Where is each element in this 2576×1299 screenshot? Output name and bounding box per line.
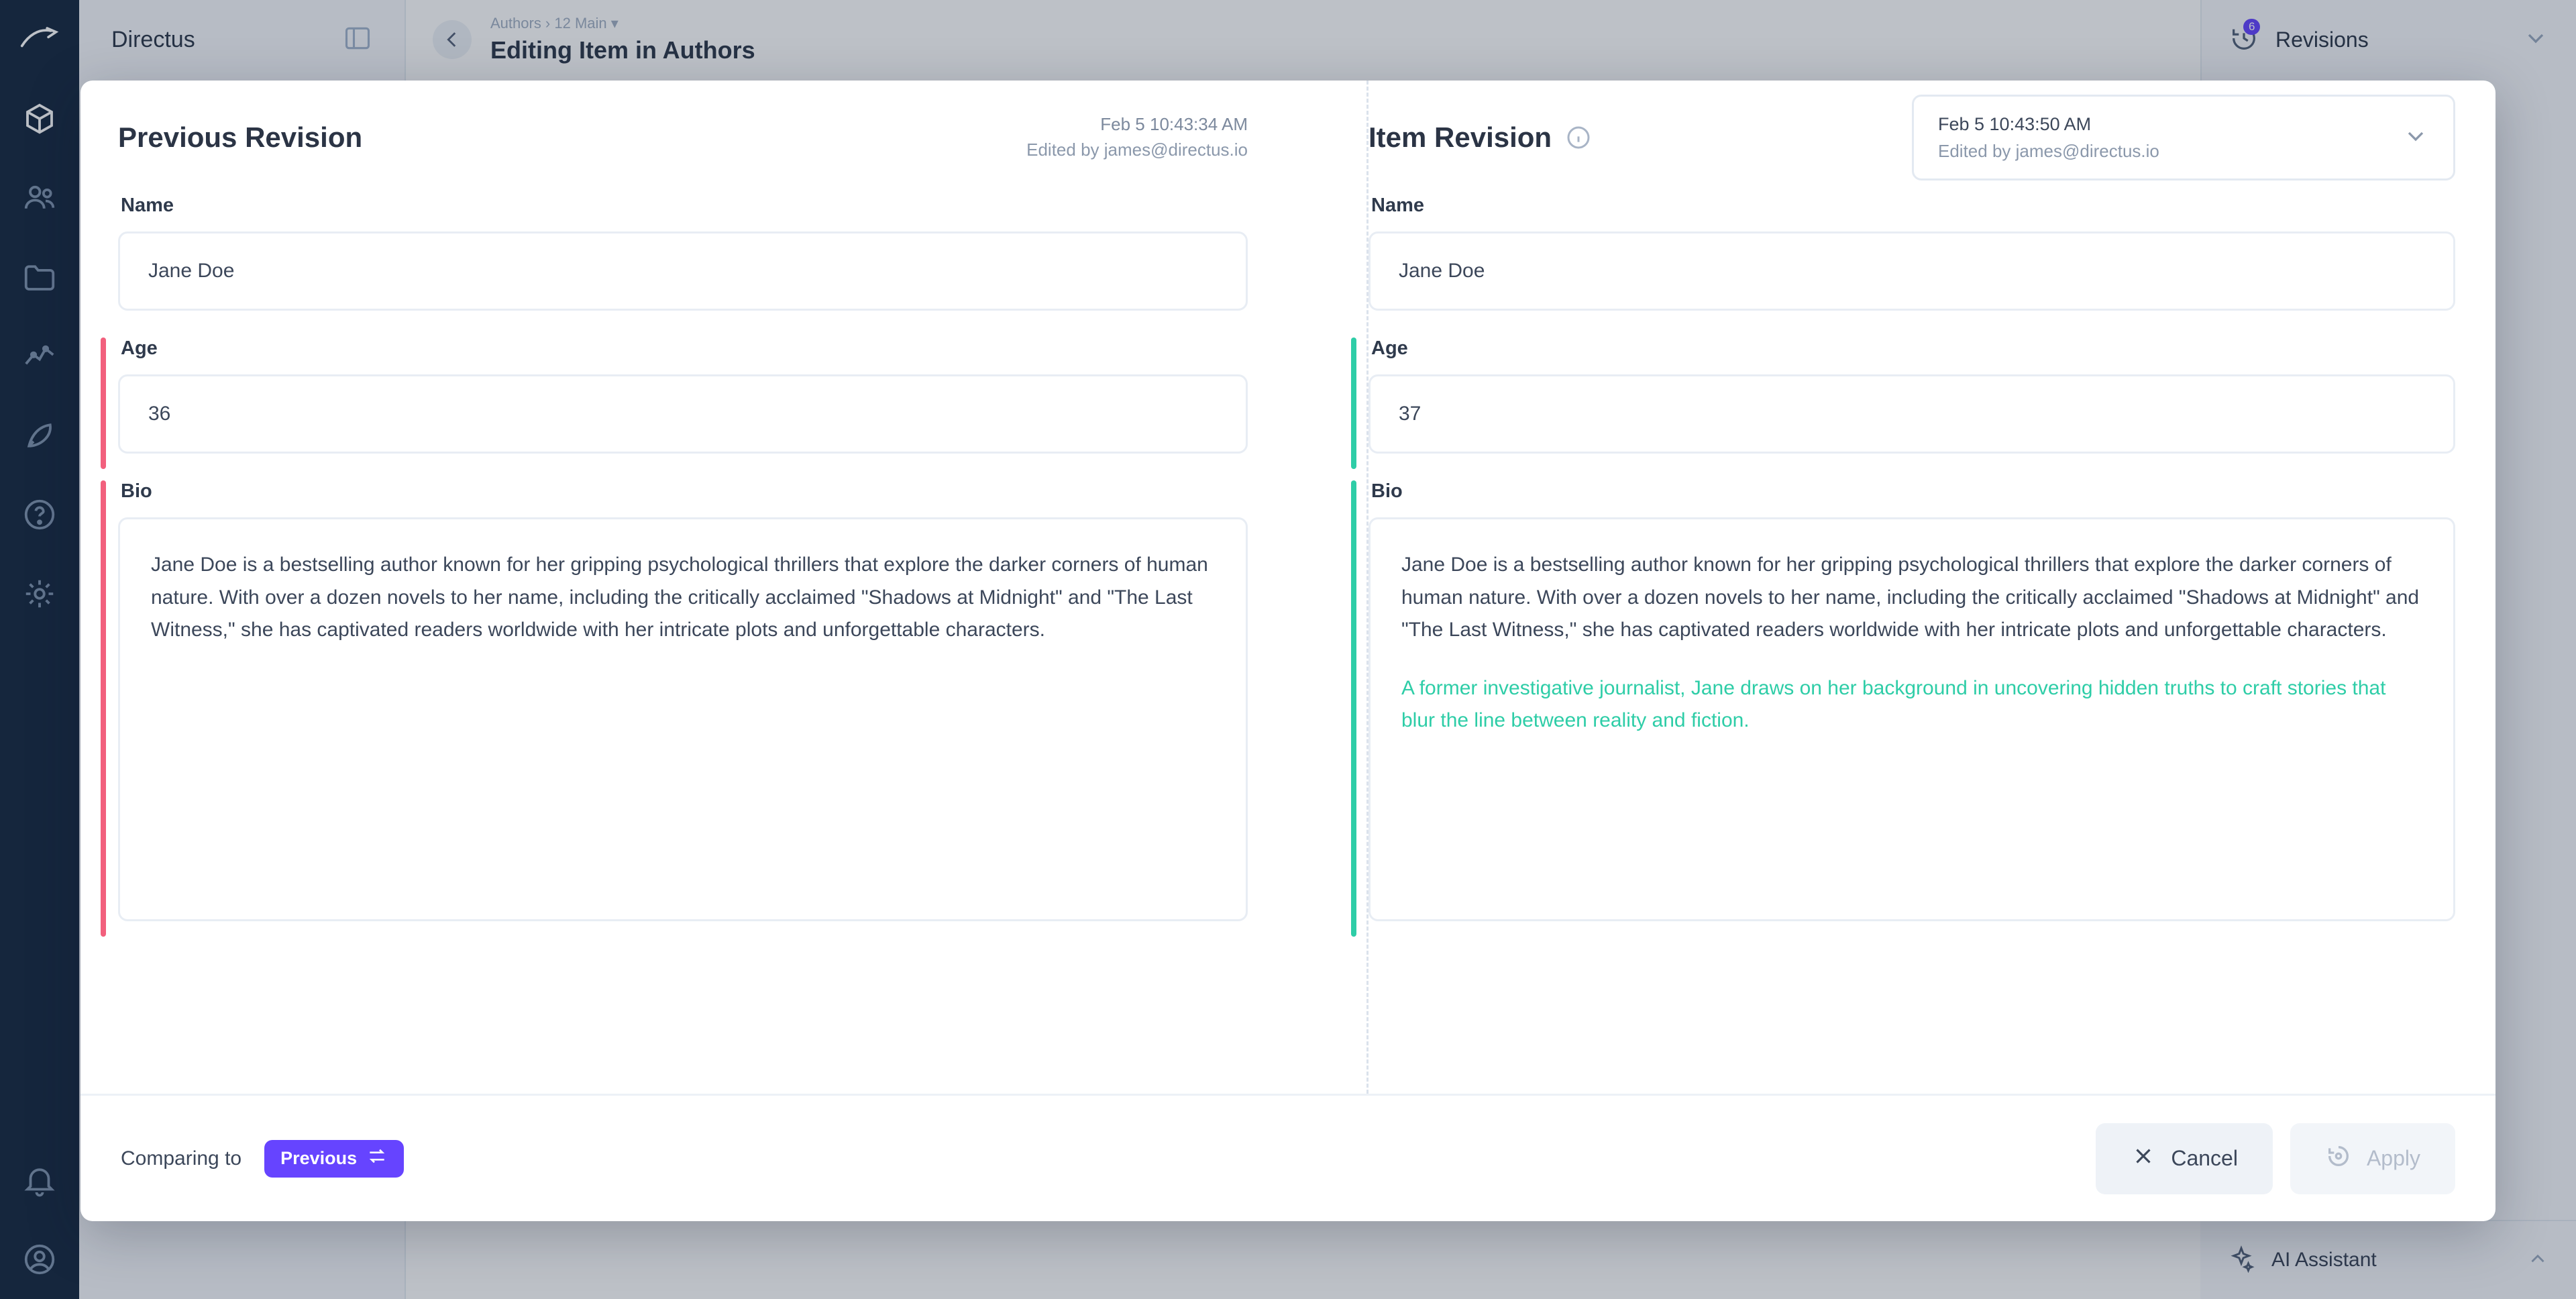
page-title: Editing Item in Authors — [490, 36, 755, 64]
field-age-left — [118, 337, 1248, 454]
bio-paragraph: Jane Doe is a bestselling author known for her gripping psychological thrillers that explore the darker corners of human nature. With over a dozen novels to her name, including the critically acclaimed "Shadows at Midnight" and "The Last Witness," she has captivated readers worldwide with her intricate plots and unforgettable characters. — [1401, 554, 2420, 641]
name-input-left[interactable]: Jane Doe — [118, 231, 1248, 311]
revision-select-time: Feb 5 10:43:50 AM — [1938, 114, 2092, 135]
age-input-left[interactable]: 36 — [118, 374, 1248, 454]
restore-icon — [2325, 1143, 2352, 1175]
previous-revision-pane — [80, 81, 1288, 1094]
comparing-to-toggle[interactable] — [264, 1140, 404, 1178]
item-revision-pane — [1368, 81, 2496, 1094]
previous-revision-meta — [1026, 112, 1248, 162]
apply-label: Apply — [2366, 1146, 2420, 1170]
field-name-right — [1368, 195, 2455, 311]
field-label: Age — [1371, 337, 1408, 359]
item-revision-title-text: Item Revision — [1368, 121, 1552, 153]
previous-revision-time: Feb 5 10:43:34 AM — [1100, 114, 1248, 135]
dialog-footer — [80, 1094, 2496, 1221]
field-label: Name — [121, 195, 174, 216]
change-marker-removed — [101, 480, 106, 937]
cancel-label: Cancel — [2171, 1146, 2238, 1170]
comparing-label: Comparing to — [121, 1147, 242, 1170]
cancel-button[interactable] — [2096, 1123, 2273, 1194]
ai-assistant-label: AI Assistant — [2271, 1249, 2377, 1271]
previous-revision-author: Edited by james@directus.io — [1026, 140, 1248, 160]
field-label: Age — [121, 337, 158, 359]
field-label: Bio — [121, 480, 152, 502]
breadcrumb[interactable]: Authors › 12 Main ▾ — [490, 15, 619, 32]
change-marker-added — [1351, 337, 1356, 469]
field-age-right — [1368, 337, 2455, 454]
apply-button[interactable] — [2290, 1123, 2455, 1194]
previous-revision-header — [118, 81, 1248, 195]
revisions-label: Revisions — [2275, 27, 2369, 52]
item-revision-title — [1368, 121, 1592, 154]
comparing-to-value: Previous — [280, 1148, 358, 1168]
age-input-right[interactable]: 37 — [1368, 374, 2455, 454]
field-label: Bio — [1371, 480, 1403, 502]
previous-revision-title: Previous Revision — [118, 121, 363, 153]
field-name-left — [118, 195, 1248, 311]
item-revision-header — [1368, 81, 2455, 195]
field-label: Name — [1371, 195, 1424, 216]
bio-textarea-left[interactable] — [118, 517, 1248, 921]
bio-textarea-right[interactable] — [1368, 517, 2455, 921]
chevron-down-icon[interactable] — [2402, 123, 2429, 153]
field-bio-left — [118, 480, 1248, 921]
app-name: Directus — [111, 26, 195, 52]
compare-body — [80, 81, 2496, 1094]
bio-paragraph: Jane Doe is a bestselling author known for her gripping psychological thrillers that explore the darker corners of human nature. With over a dozen novels to her name, including the critically acclaimed "Shadows at Midnight" and "The Last Witness," she has captivated readers worldwide with her intricate plots and unforgettable characters. — [151, 554, 1208, 641]
change-marker-removed — [101, 337, 106, 469]
close-icon — [2131, 1143, 2156, 1174]
field-bio-right — [1368, 480, 2455, 921]
revision-select-author: Edited by james@directus.io — [1938, 140, 2159, 161]
revision-select[interactable] — [1912, 95, 2455, 180]
name-input-right[interactable]: Jane Doe — [1368, 231, 2455, 311]
revision-compare-dialog — [80, 81, 2496, 1221]
revisions-badge: 6 — [2243, 19, 2260, 35]
bio-paragraph-added: A former investigative journalist, Jane draws on her background in uncovering hidden truths to craft stories that blur the line between reality and fiction. — [1401, 676, 2386, 732]
info-icon[interactable] — [1565, 124, 1592, 151]
swap-icon — [366, 1145, 388, 1172]
change-marker-added — [1351, 480, 1356, 937]
